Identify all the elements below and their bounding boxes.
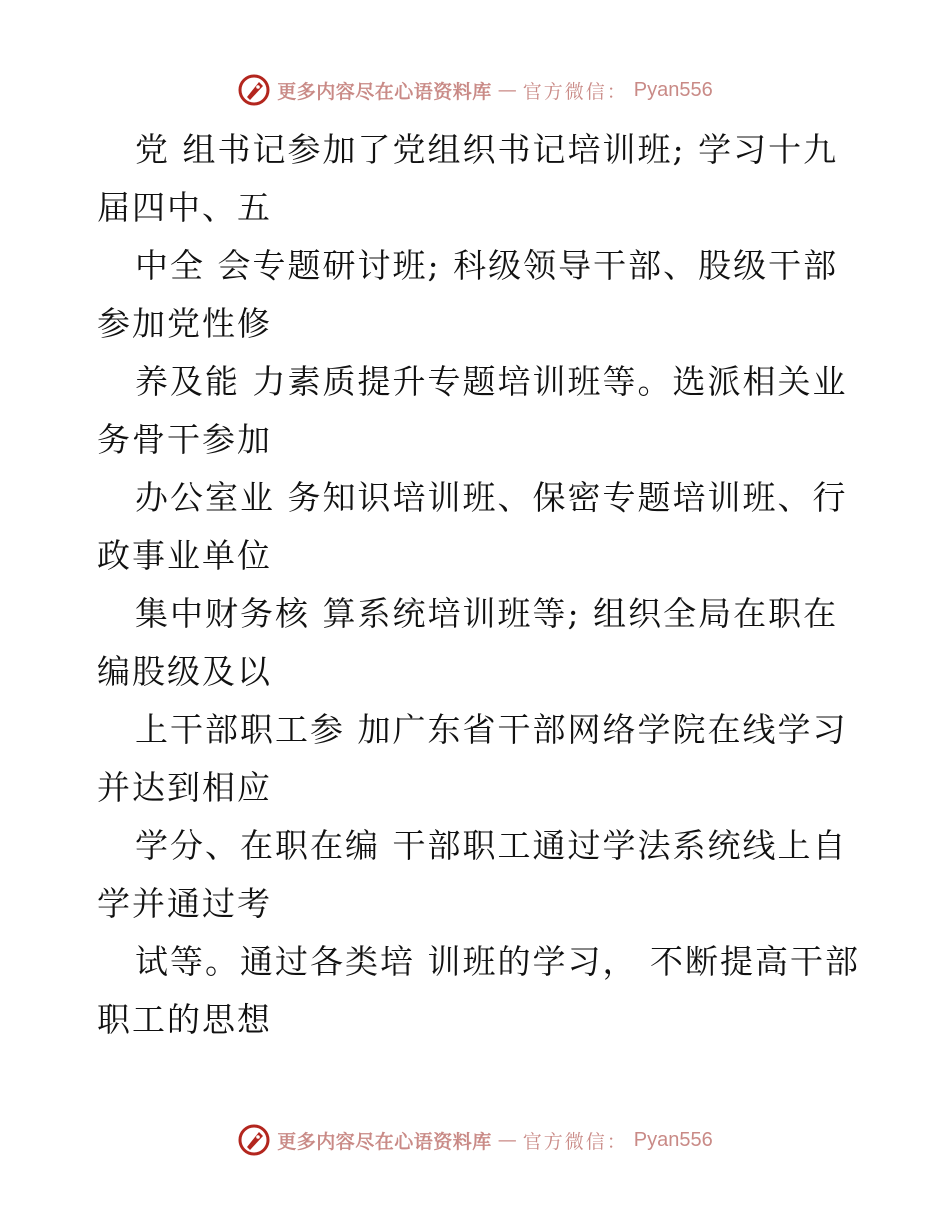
- paragraph-line: 上干部职工参 加广东省干部网络学院在线学习: [135, 710, 848, 749]
- paragraph-line: 中全 会专题研讨班; 科级领导干部、股级干部: [135, 246, 839, 285]
- banner-brand-text: 更多内容尽在心语资料库: [277, 1130, 492, 1153]
- paragraph-line: 养及能 力素质提升专题培训班等。选派相关业: [135, 362, 848, 401]
- banner-dash: —: [497, 1129, 517, 1151]
- paragraph-line: 政事业单位: [97, 536, 272, 575]
- paragraph-line: 参加党性修: [97, 304, 272, 343]
- document-body: [97, 121, 860, 1049]
- banner-dash: —: [497, 79, 517, 101]
- paragraph-line: 届四中、五: [97, 188, 272, 227]
- paragraph-line: 务骨干参加: [97, 420, 272, 459]
- banner-official-label: 官方微信：: [522, 1130, 628, 1153]
- paragraph-line: 学并通过考: [97, 884, 272, 923]
- pen-nib-logo-icon: [237, 73, 271, 107]
- banner-official-label: 官方微信：: [522, 80, 628, 103]
- paragraph-line: 编股级及以: [97, 652, 272, 691]
- banner-brand-text: 更多内容尽在心语资料库: [277, 80, 492, 103]
- header-banner: [0, 70, 950, 110]
- paragraph-line: 学分、在职在编 干部职工通过学法系统线上自: [135, 826, 848, 865]
- paragraph-line: 职工的思想: [97, 1000, 272, 1039]
- paragraph-line: 并达到相应: [97, 768, 272, 807]
- paragraph-line: 办公室业 务知识培训班、保密专题培训班、行: [135, 478, 848, 517]
- footer-banner: [0, 1120, 950, 1160]
- banner-wechat-id: Pyan556: [633, 78, 713, 101]
- pen-nib-logo-icon: [237, 1123, 271, 1157]
- paragraph-line: 集中财务核 算系统培训班等; 组织全局在职在: [135, 594, 839, 633]
- paragraph-line: 党 组书记参加了党组织书记培训班; 学习十九: [135, 130, 839, 169]
- banner-wechat-id: Pyan556: [633, 1128, 713, 1151]
- paragraph-line: 试等。通过各类培 训班的学习， 不断提高干部: [135, 942, 860, 981]
